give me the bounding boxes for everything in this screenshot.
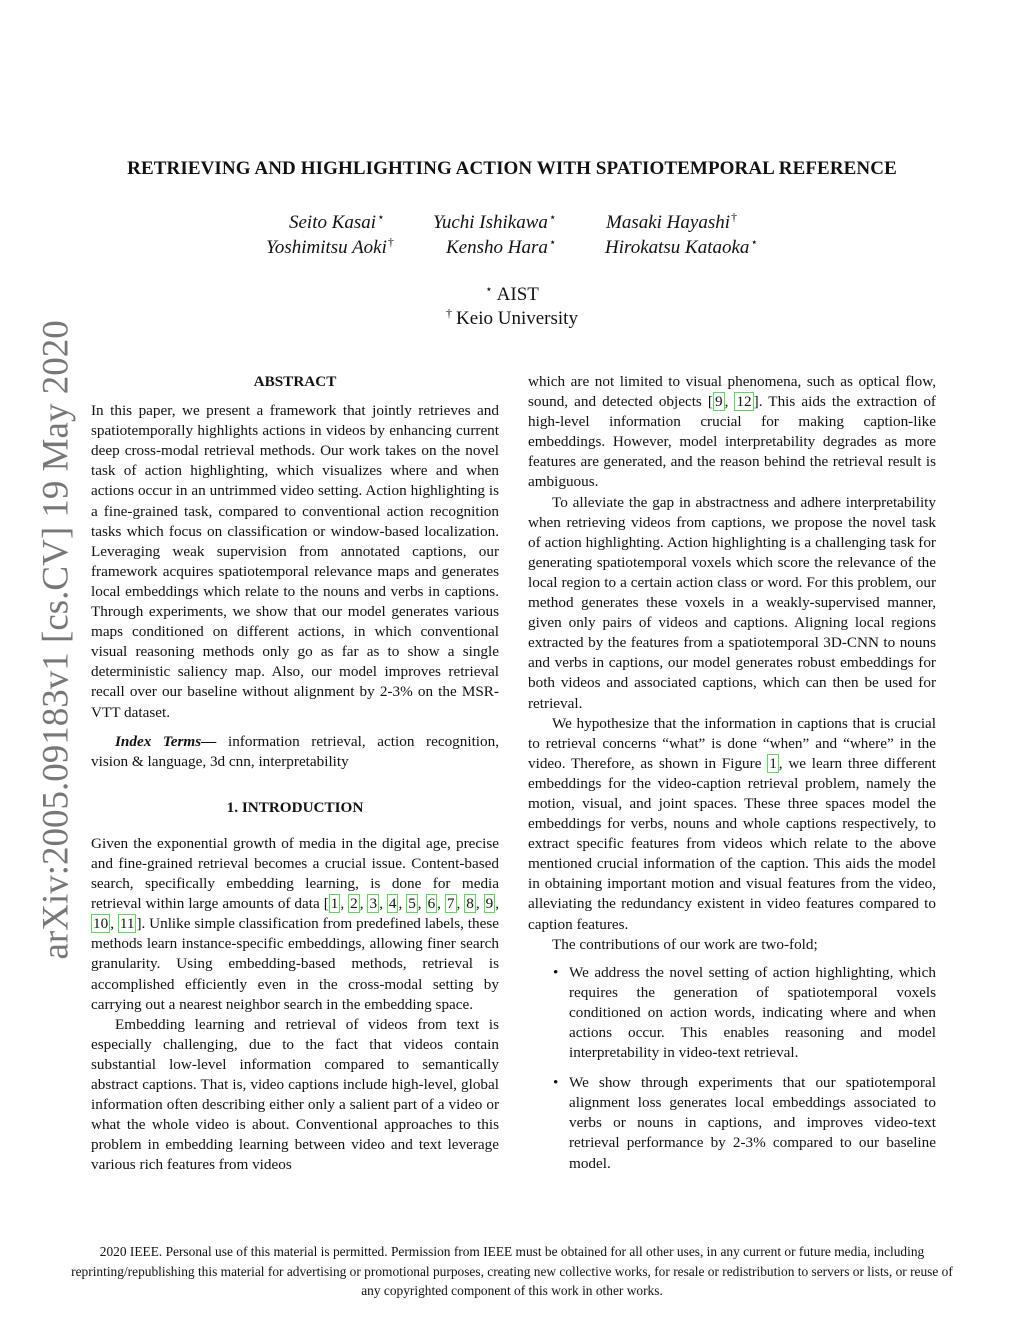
abstract-text: In this paper, we present a framework that jointly retrieves and spatiotemporally highlights actions in videos by enhancing current deep cross-modal retrieval methods. Our work takes on the novel task of action highlighting, which visualizes where and when actions occur in an untrimmed video setting. Action highlighting is a fine-grained task, compared to conventional action recognition tasks which focus on classification or window-based localization. Leveraging weak supervision from annotated captions, our framework acquires spatiotemporal relevance maps and generates local embeddings which relate to the nouns and verbs in captions. Through experiments, we show that our model generates various maps conditioned on different actions, in which conventional visual reasoning methods only go as far as to show a single deterministic saliency map. Also, our model improves retrieval recall over our baseline without alignment by 2-3% on the MSR-VTT dataset. (91, 402, 499, 721)
author-2 (433, 210, 556, 234)
paragraph-text: ]. This aids the extraction of high-level information crucial for making caption-like embeddings. However, model interpretability degrades as more features are generated, and the reason behind the retrieval result is ambiguous. (528, 393, 936, 491)
citation-link[interactable]: 2 (350, 895, 358, 913)
intro-paragraph-2: Embedding learning and retrieval of videos from text is especially challenging, due to the fact that videos contain substantial low-level information compared to semantically abstract captions. That is, video captions include high-level, global information often describing either only a salient part of a video or what the whole video is about. Conventional approaches to this problem in embedding learning between video and text leverage various rich features from videos (91, 1015, 499, 1174)
bullet-icon: • (553, 1074, 559, 1092)
intro-paragraph-6: The contributions of our work are two-fold; (552, 935, 818, 953)
author-3 (606, 210, 737, 234)
citation-link[interactable]: 4 (388, 895, 397, 913)
index-terms-text: information retrieval, action recognition, vision & language, 3d cnn, interpretability (91, 732, 499, 770)
paragraph-text: , we learn three different embeddings for the video-caption retrieval problem, namely the motion, visual, and joint spaces. These three spaces model the embeddings for verbs, nouns and whole captions respectively, to extract specific features from videos which relate to the above mentioned crucial information of the caption. This aids the model in obtaining important motion and visual features from the video, alleviating the redundancy existent in video features compared to caption features. (528, 754, 937, 933)
paragraph-text: Given the exponential growth of media in the digital age, precise and fine-grained retrieval becomes a crucial issue. Content-based search, specifically embedding learning, is done for media retrieval within large amounts of data [ (91, 834, 499, 913)
author-name: Yuchi Ishikawa (433, 212, 548, 233)
paragraph-text: which are not limited to visual phenomena, such as optical flow, sound, and detected objects [ (528, 373, 936, 411)
introduction-heading: 1. INTRODUCTION (226, 798, 364, 816)
intro-paragraph-1 (91, 834, 499, 1015)
citation-link[interactable]: 12 (736, 393, 752, 411)
author-name: Yoshimitsu Aoki (266, 237, 387, 258)
citation-list: 1 , 2 , 3 , 4 , 5 , 6 , 7 , 8 , 9 , 10 , 11 (93, 895, 500, 933)
citation-link[interactable]: 9 (714, 393, 723, 411)
author-mark: ⋆ (548, 235, 557, 249)
intro-paragraph-4: To alleviate the gap in abstractness and adhere interpretability when retrieving videos from captions, we propose the novel task of action highlighting. Action highlighting is a challenging task for generating spatiotemporal voxels which score the relevance of the local region to a certain action class or word. For this problem, our method generates these voxels in a weakly-supervised manner, given only pairs of videos and captions. Aligning local regions extracted by the features from a spatiotemporal 3D-CNN to nouns and verbs in captions, our model generates robust embeddings for both videos and associated captions, which can then be used for retrieval. (528, 493, 936, 712)
right-column (528, 372, 936, 1184)
author-mark: ⋆ (377, 210, 385, 224)
list-item (528, 1073, 936, 1173)
author-6 (605, 235, 758, 259)
affiliation-2 (0, 306, 1024, 330)
affiliation-name: Keio University (456, 308, 578, 329)
list-item-text: We show through experiments that our spatiotemporal alignment loss generates local embeddings associated to verbs or nouns in captions, and improves video-text retrieval performance by 2-3% compared to our baseline model. (569, 1074, 936, 1172)
index-terms (91, 732, 499, 772)
author-name: Masaki Hayashi (606, 212, 731, 233)
affiliation-mark: ⋆ (485, 282, 493, 296)
citation-link[interactable]: 9 (485, 895, 494, 913)
figure-link[interactable]: 1 (769, 754, 777, 772)
author-mark: † (387, 235, 394, 249)
affiliation-1 (0, 282, 1024, 306)
affiliation-name: AIST (496, 284, 539, 305)
intro-paragraph-5 (528, 714, 936, 935)
author-4 (266, 235, 394, 259)
citation-link[interactable]: 7 (446, 895, 455, 913)
citation-link[interactable]: 10 (93, 915, 109, 933)
citation-link[interactable]: 8 (466, 895, 474, 913)
bullet-icon: • (553, 963, 559, 981)
author-name: Hirokatsu Kataoka (605, 237, 750, 258)
abstract-heading: ABSTRACT (253, 373, 337, 390)
arxiv-id: arXiv:2005.09183v1 [cs.CV] 19 May 2020 (35, 320, 77, 960)
author-name: Kensho Hara (446, 237, 548, 258)
paragraph-text: We hypothesize that the information in captions that is crucial to retrieval concerns “what” is done “when” and “where” in the video. Therefore, as shown in Figure (528, 714, 936, 772)
author-name: Seito Kasai (289, 212, 377, 233)
left-column (91, 372, 499, 1175)
author-1 (289, 210, 385, 234)
citation-link[interactable]: 11 (119, 915, 135, 933)
contribution-list (528, 963, 936, 1174)
author-mark: ⋆ (548, 210, 557, 224)
citation-link[interactable]: 6 (427, 895, 436, 913)
paper-title: RETRIEVING AND HIGHLIGHTING ACTION WITH SPATIOTEMPORAL REFERENCE (127, 158, 897, 179)
list-item-text: We address the novel setting of action highlighting, which requires the generation of spatiotemporal voxels conditioned on action words, indicating where and when actions occur. This enables reasoning and model interpretability in video-text retrieval. (569, 963, 936, 1062)
affiliation-mark: † (446, 306, 453, 320)
list-item (528, 963, 936, 1063)
citation-link[interactable]: 1 (330, 895, 339, 913)
citation-link[interactable]: 3 (369, 895, 378, 913)
index-terms-label: Index Terms— (115, 732, 217, 750)
paragraph-text: ]. Unlike simple classification from predefined labels, these methods learn instance-specific embeddings, allowing finer search granularity. Using embedding-based methods, retrieval is accomplished efficiently even in the cross-modal setting by carrying out a nearest neighbor search in the embedding space. (91, 915, 500, 1013)
citation-link[interactable]: 5 (408, 895, 416, 913)
copyright-notice: 2020 IEEE. Personal use of this material is permitted. Permission from IEEE must be obtained for all other uses, in any current or future media, including reprinting/republishing this material for advertising or promotional purposes, creating new collective works, for resale or redistribution to servers or lists, or reuse of any copyrighted component of this work in other works. (71, 1244, 953, 1298)
author-5 (446, 235, 556, 259)
author-mark: † (731, 210, 738, 224)
author-mark: ⋆ (750, 235, 758, 249)
intro-paragraph-3: which are not limited to visual phenomena, such as optical flow, sound, and detected objects [ 9 , 12 ]. This aids the extraction of high-level information crucial for making caption-like embeddings. However, model interpretability degrades as more features are generated, and the reason behind the retrieval result is ambiguous. (528, 373, 936, 491)
